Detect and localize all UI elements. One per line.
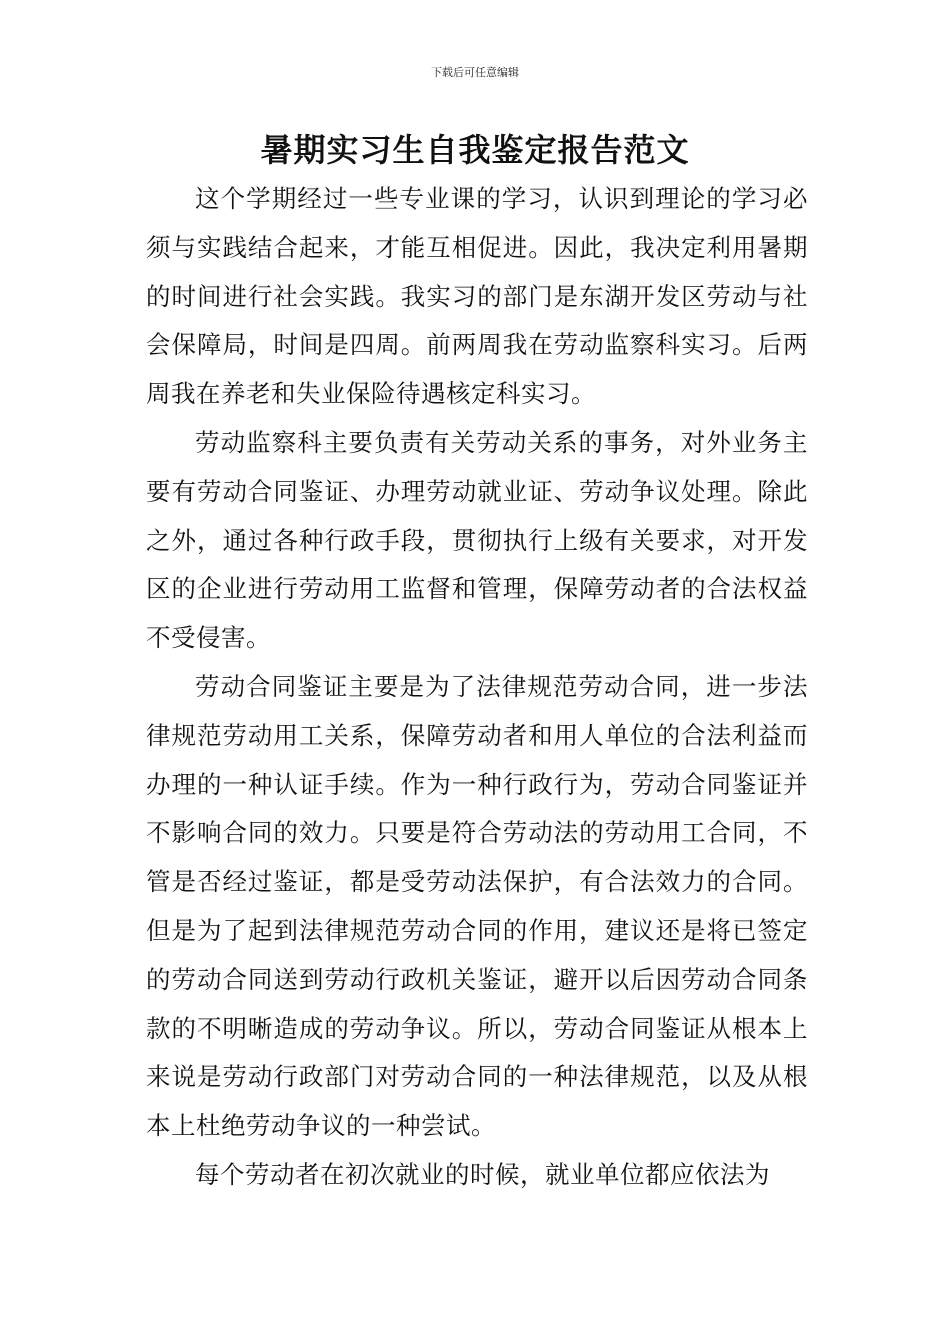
paragraph-3: 劳动合同鉴证主要是为了法律规范劳动合同，进一步法律规范劳动用工关系，保障劳动者和用人单位的合法利益而办理的一种认证手续。作为一种行政行为，劳动合同鉴证并不影响合同的效力。只要是符合劳动法的劳动用工合同，不管是否经过鉴证，都是受劳动法保护，有合法效力的合同。但是为了起到法律规范劳动合同的作用，建议还是将已签定的劳动合同送到劳动行政机关鉴证，避开以后因劳动合同条款的不明晰造成的劳动争议。所以，劳动合同鉴证从根本上来说是劳动行政部门对劳动合同的一种法律规范，以及从根本上杜绝劳动争议的一种尝试。 <box>146 671 808 1141</box>
header-note: 下载后可任意编辑 <box>431 66 519 79</box>
paragraph-2: 劳动监察科主要负责有关劳动关系的事务，对外业务主要有劳动合同鉴证、办理劳动就业证、劳动争议处理。除此之外，通过各种行政手段，贯彻执行上级有关要求，对开发区的企业进行劳动用工监督和管理，保障劳动者的合法权益不受侵害。 <box>146 427 808 653</box>
document-title: 暑期实习生自我鉴定报告范文 <box>260 131 690 169</box>
paragraph-1: 这个学期经过一些专业课的学习，认识到理论的学习必须与实践结合起来，才能互相促进。因此，我决定利用暑期的时间进行社会实践。我实习的部门是东湖开发区劳动与社会保障局，时间是四周。前两周我在劳动监察科实习。后两周我在养老和失业保险待遇核定科实习。 <box>146 184 808 409</box>
document-body <box>146 175 808 1200</box>
paragraph-4: 每个劳动者在初次就业的时候，就业单位都应依法为 <box>195 1159 770 1189</box>
